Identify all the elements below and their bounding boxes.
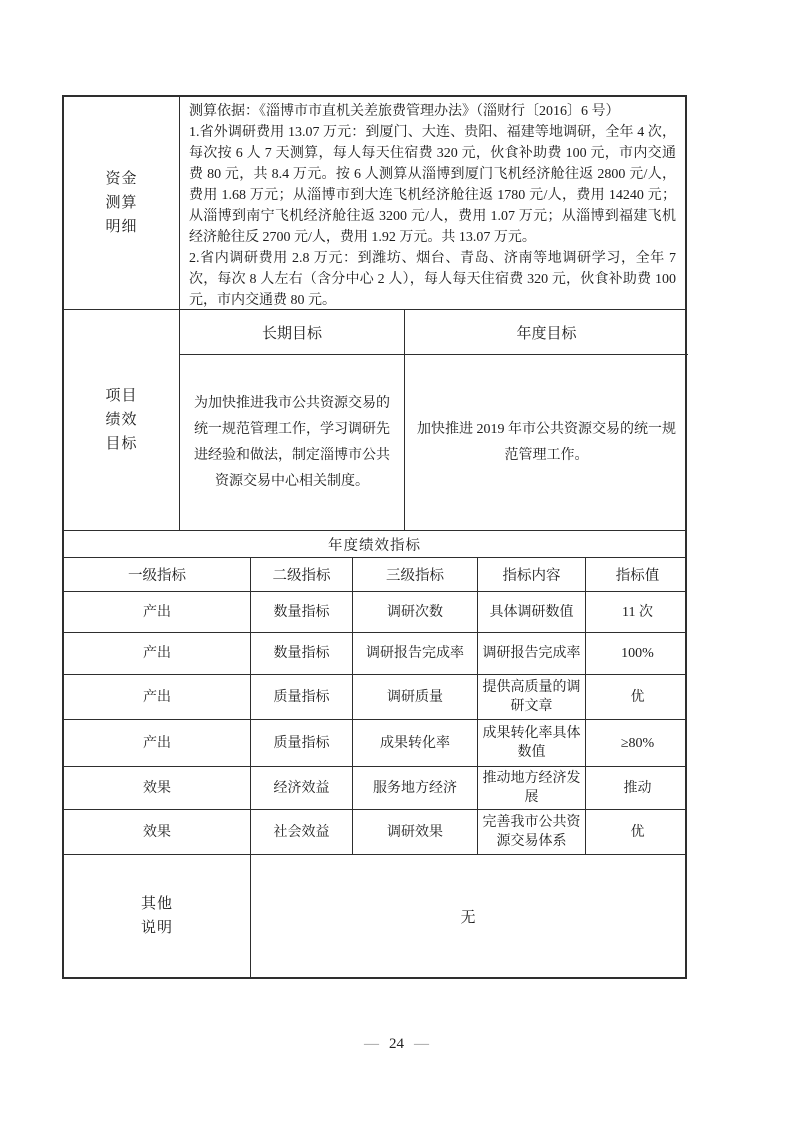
- indicator-level1: 效果: [143, 824, 171, 840]
- footer-dash-left: —: [364, 1036, 379, 1052]
- long-term-goal-content: [180, 355, 404, 530]
- indicator-level2: 数量指标: [250, 633, 352, 674]
- indicator-value: 优: [585, 675, 689, 719]
- project-goals-label: [64, 310, 179, 530]
- indicator-content: 具体调研数值: [477, 592, 585, 632]
- footer-dash-right: —: [414, 1036, 429, 1052]
- indicator-row: [64, 766, 685, 809]
- other-label-line: 说明: [140, 920, 173, 936]
- indicator-level3: 成果转化率: [352, 720, 477, 766]
- annual-goal-text: 加快推进 2019 年市公共资源交易的统一规范管理工作。: [417, 421, 676, 463]
- indicator-row: [64, 674, 685, 719]
- indicator-content: 调研报告完成率: [477, 633, 585, 674]
- header-content: 指标内容: [477, 558, 585, 591]
- indicator-row: [64, 719, 685, 766]
- indicator-level3: 调研效果: [352, 810, 477, 854]
- page-footer: [0, 1036, 793, 1053]
- indicator-level1: 产出: [143, 689, 171, 705]
- other-notes-label: [64, 855, 250, 977]
- indicator-content: 成果转化率具体数值: [477, 720, 585, 766]
- indicators-header-row: [64, 557, 685, 591]
- annual-goal-content: [404, 355, 688, 530]
- funding-label-line: 测算: [105, 195, 138, 211]
- page-number: 24: [389, 1036, 404, 1052]
- indicators-title: 年度绩效指标: [328, 537, 421, 554]
- header-level1: 一级指标: [128, 568, 186, 584]
- indicator-row: [64, 591, 685, 632]
- indicator-content: 推动地方经济发展: [477, 767, 585, 809]
- indicator-value: 推动: [585, 767, 689, 809]
- indicator-level2: 质量指标: [250, 720, 352, 766]
- goals-label-line: 绩效: [105, 412, 138, 428]
- header-value: 指标值: [585, 558, 689, 591]
- goals-header-row: [180, 310, 688, 354]
- indicator-level2: 数量指标: [250, 592, 352, 632]
- indicators-title-row: [64, 530, 685, 557]
- header-level2: 二级指标: [250, 558, 352, 591]
- indicator-row: [64, 809, 685, 854]
- indicator-level2: 经济效益: [250, 767, 352, 809]
- indicator-level1: 产出: [143, 735, 171, 751]
- indicator-value: 11 次: [585, 592, 689, 632]
- indicator-value: ≥80%: [585, 720, 689, 766]
- indicator-value: 优: [585, 810, 689, 854]
- indicator-level3: 调研次数: [352, 592, 477, 632]
- indicator-level3: 调研报告完成率: [352, 633, 477, 674]
- funding-detail-label: [64, 97, 179, 309]
- long-term-goal-text: 为加快推进我市公共资源交易的统一规范管理工作，学习调研先进经验和做法，制定淄博市公共资源交易中心相关制度。: [194, 395, 390, 489]
- annual-goal-header: 年度目标: [404, 310, 688, 354]
- goals-content-row: [180, 354, 688, 530]
- long-term-goal-header: 长期目标: [261, 325, 322, 342]
- indicator-content: 提供高质量的调研文章: [477, 675, 585, 719]
- goals-label-line: 项目: [105, 388, 138, 404]
- indicator-level1: 产出: [143, 646, 171, 661]
- other-label-line: 其他: [140, 896, 173, 912]
- funding-detail-text: [179, 97, 685, 309]
- indicator-level3: 服务地方经济: [352, 767, 477, 809]
- indicator-level1: 效果: [143, 780, 171, 796]
- goals-label-line: 目标: [105, 436, 138, 452]
- other-notes-content: 无: [250, 855, 685, 977]
- indicator-value: 100%: [585, 633, 689, 674]
- indicator-content: 完善我市公共资源交易体系: [477, 810, 585, 854]
- funding-detail-row: [64, 97, 685, 309]
- header-level3: 三级指标: [352, 558, 477, 591]
- indicator-row: [64, 632, 685, 674]
- funding-label-line: 资金: [105, 171, 138, 187]
- indicator-level3: 调研质量: [352, 675, 477, 719]
- funding-paragraph-1: 1.省外调研费用 13.07 万元：到厦门、大连、贵阳、福建等地调研，全年 4 次，每次按 6 人 7 天测算，每人每天住宿费 320 元，伙食补助费 100 元，市内交通费 80 元，共 8.4 万元。按 6 人测算从淄博到厦门飞机经济舱往返 2800 元/人，费用 1.68 万元；从淄博市到大连飞机经济舱往返 1780 元/人，费用 14240 元；从淄博到南宁飞机经济舱往返 3200 元/人，费用 1.07 万元；从淄博到福建飞机经济舱往反 2700 元/人，费用 1.92 万元。共 13.07 万元。: [189, 125, 676, 245]
- goals-columns: [179, 310, 688, 530]
- indicator-level2: 质量指标: [250, 675, 352, 719]
- project-goals-row: [64, 309, 685, 530]
- indicator-level2: 社会效益: [250, 810, 352, 854]
- funding-basis-paragraph: 测算依据：《淄博市市直机关差旅费管理办法》（淄财行〔2016〕6 号）: [189, 104, 620, 119]
- funding-paragraph-2: 2.省内调研费用 2.8 万元：到潍坊、烟台、青岛、济南等地调研学习，全年 7 次，每次 8 人左右（含分中心 2 人），每人每天住宿费 320 元，伙食补助费 100 元，市内交通费 80 元。: [189, 251, 676, 308]
- other-notes-row: [64, 854, 685, 977]
- performance-table: [62, 95, 687, 979]
- funding-label-line: 明细: [105, 219, 138, 235]
- indicator-level1: 产出: [143, 604, 171, 620]
